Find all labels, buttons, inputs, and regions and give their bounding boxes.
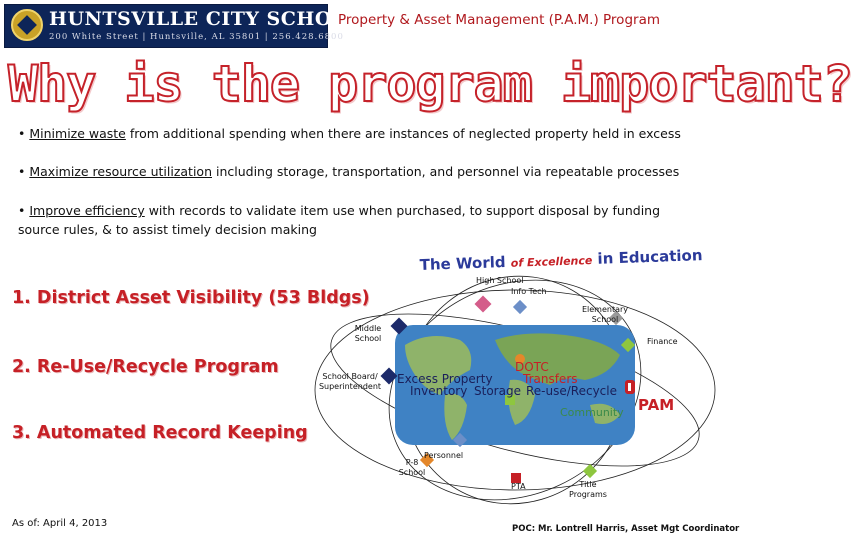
node-label-personnel: Personnel	[424, 451, 464, 460]
bullet-lead: Improve efficiency	[29, 203, 145, 218]
numbered-item-record-keeping: 3. Automated Record Keeping	[12, 423, 308, 443]
bullet-marker: •	[18, 203, 26, 218]
slide-heading: Why is the program important?	[8, 55, 852, 113]
world-title-part: in Education	[591, 246, 703, 268]
as-of-date: As of: April 4, 2013	[12, 518, 108, 529]
bullet-improve-efficiency	[18, 201, 698, 239]
bullet-lead: Maximize resource utilization	[29, 164, 212, 179]
world-title-part: The World	[419, 252, 512, 274]
map-label-dotc: DOTC	[515, 360, 549, 374]
node-label-pta: PTA	[511, 482, 526, 491]
program-title: Property & Asset Management (P.A.M.) Program	[338, 12, 660, 28]
logo-address: 200 White Street | Huntsville, AL 35801 | 256.428.6800	[49, 32, 344, 42]
bullet-text: from additional spending when there are instances of neglected property held in excess	[125, 126, 681, 141]
bullet-text: with records to validate item use when purchased, to support disposal by funding source rules, & to assist timely decision making	[18, 203, 661, 237]
logo-name: HUNTSVILLE CITY SCHOOLS	[49, 8, 377, 30]
poc-contact: POC: Mr. Lontrell Harris, Asset Mgt Coordinator	[512, 524, 740, 534]
map-label-transfers: Transfers	[523, 372, 578, 386]
map-label-reuse-recycle: Re-use/Recycle	[526, 384, 617, 398]
node-label-p8: P-8 School	[398, 458, 426, 477]
bullet-marker: •	[18, 126, 26, 141]
node-label-info-tech: Info Tech	[511, 287, 547, 296]
school-seal-icon	[11, 9, 43, 41]
bullet-lead: Minimize waste	[29, 126, 126, 141]
numbered-item-asset-visibility: 1. District Asset Visibility (53 Bldgs)	[12, 288, 370, 308]
map-label-inventory: Inventory	[410, 384, 468, 398]
map-label-community: Community	[560, 406, 624, 419]
pam-label: PAM	[638, 396, 675, 414]
node-label-elementary: Elementary School	[581, 305, 629, 324]
map-label-storage: Storage	[474, 384, 521, 398]
bullet-marker: •	[18, 164, 26, 179]
bullet-text: including storage, transportation, and personnel via repeatable processes	[212, 164, 680, 179]
bullet-minimize-waste	[18, 124, 718, 143]
node-label-middle: Middle School	[354, 324, 382, 343]
node-label-high-school: High School	[476, 276, 524, 285]
map-label-excess-property: Excess Property	[397, 372, 493, 386]
node-label-title-programs: Title Programs	[569, 480, 607, 499]
node-label-finance: Finance	[647, 337, 678, 346]
numbered-item-reuse-recycle: 2. Re-Use/Recycle Program	[12, 357, 279, 377]
bullet-maximize-resource	[18, 162, 718, 181]
hcs-logo	[4, 4, 377, 48]
node-label-school-board: School Board/ Superintendent	[318, 372, 382, 391]
world-title-part: of Excellence	[510, 253, 593, 270]
